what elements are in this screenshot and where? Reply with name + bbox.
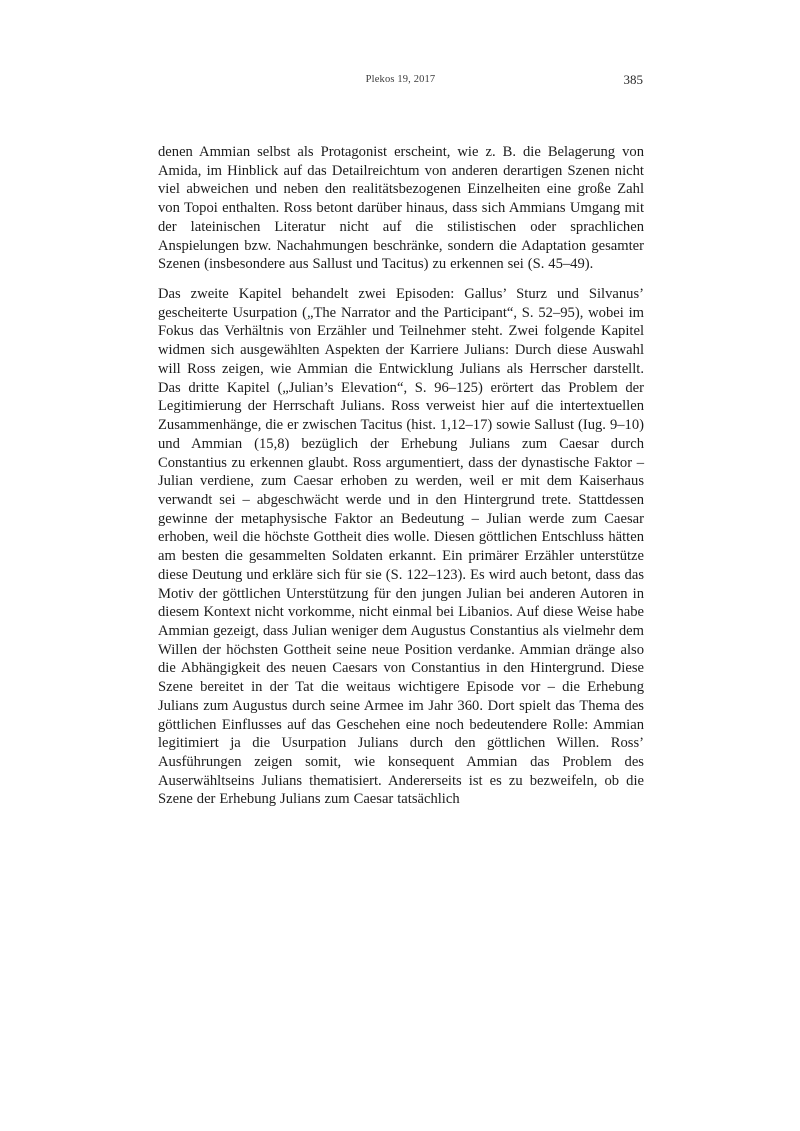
paragraph: Das zweite Kapitel behandelt zwei Episoden: Gallus’ Sturz und Silvanus’ gescheiterte Usurpation („The Narrator and the Participant“, S. 52–95), wobei im Fokus das Verhältnis von Erzähler und Teilnehmer steht. Zwei folgende Kapitel widmen sich ausgewählten Aspekten der Karriere Julians: Durch diese Auswahl will Ross zeigen, wie Ammian die Entwicklung Julians als Herrscher darstellt. Das dritte Kapitel („Julian’s Elevation“, S. 96–125) erörtert das Problem der Legitimierung der Herrschaft Julians. Ross verweist hier auf die intertextuellen Zusammenhänge, die er zwischen Tacitus (hist. 1,12–17) sowie Sallust (Iug. 9–10) und Ammian (15,8) bezüglich der Erhebung Julians zum Caesar durch Constantius zu erkennen glaubt. Ross argumentiert, dass der dynastische Faktor – Julian verdiene, zum Caesar erhoben zu werden, weil er mit dem Kaiserhaus verwandt sei – abgeschwächt werde und in den Hintergrund trete. Stattdessen gewinne der metaphysische Faktor an Bedeutung – Julian werde zum Caesar erhoben, weil die höchste Gottheit dies wolle. Diesen göttlichen Entschluss hätten am besten die gesammelten Soldaten erkannt. Ein primärer Erzähler unterstütze diese Deutung und erkläre sich für sie (S. 122–123). Es wird auch betont, dass das Motiv der göttlichen Unterstützung für den jungen Julian bei anderen Autoren in diesem Kontext nicht vorkomme, nicht einmal bei Libanios. Auf diese Weise habe Ammian gezeigt, dass Julian weniger dem Augustus Constantius als vielmehr dem Willen der höchsten Gottheit seine neue Position verdanke. Ammian dränge also die Abhängigkeit des neuen Caesars von Constantius in den Hintergrund. Diese Szene bereitet in der Tat die weitaus wichtigere Episode vor – die Erhebung Julians zum Augustus durch seine Armee im Jahr 360. Dort spielt das Thema des göttlichen Einflusses auf das Geschehen eine noch bedeutendere Rolle: Ammian legitimiert ja die Usurpation Julians durch den göttlichen Willen. Ross’ Ausführungen zeigen somit, wie konsequent Ammian das Problem des Auserwähltseins Julians thematisiert. Andererseits ist es zu bezweifeln, ob die Szene der Erhebung Julians zum Caesar tatsächlich [158,286,644,808]
paragraph: denen Ammian selbst als Protagonist erscheint, wie z. B. die Belagerung von Amida, im Hinblick auf das Detailreichtum von anderen derartigen Szenen nicht viel abweichen und neben den realitätsbezogenen Einzelheiten eine große Zahl von Topoi enthalten. Ross betont darüber hinaus, dass sich Ammians Umgang mit der lateinischen Literatur nicht auf die stilistischen oder sprachlichen Anspielungen bzw. Nachahmungen beschränke, sondern die Adaptation gesamter Szenen (insbesondere aus Sallust und Tacitus) zu erkennen sei (S. 45–49). [158,144,644,273]
running-head [158,72,643,92]
body-text-block [158,143,644,809]
page-number: 385 [623,72,643,87]
journal-title: Plekos 19, 2017 [365,74,436,85]
